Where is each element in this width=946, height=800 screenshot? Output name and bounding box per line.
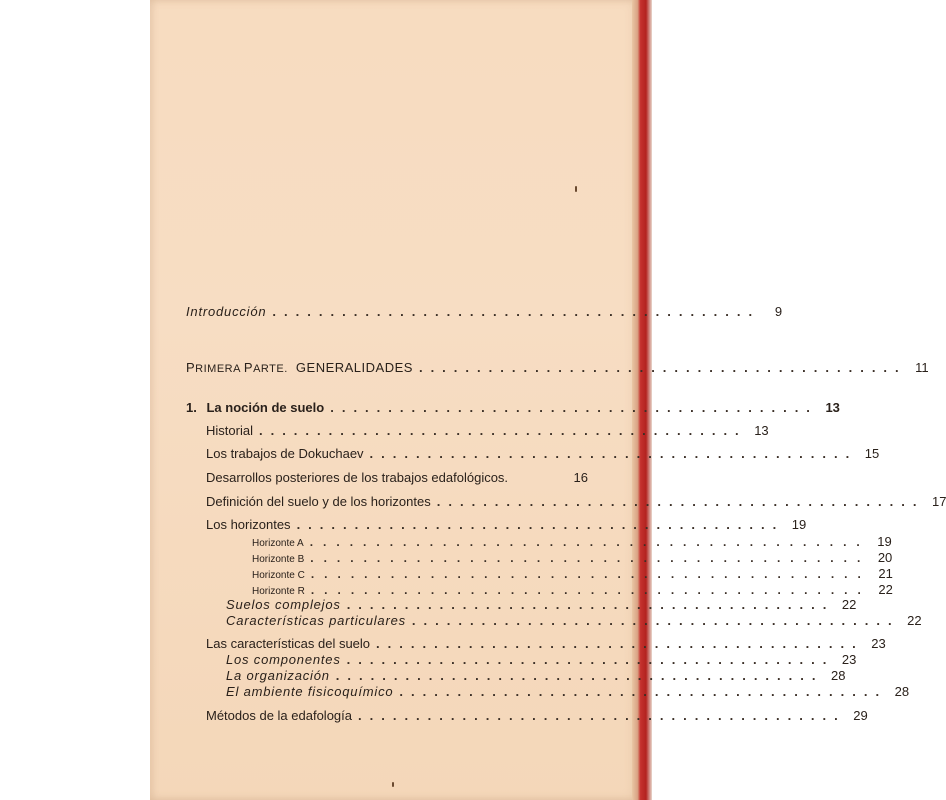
toc-entry-label: Historial	[206, 423, 253, 438]
toc-entry-horizon[interactable]	[252, 582, 893, 597]
toc-entry[interactable]	[206, 517, 807, 532]
toc-entry[interactable]	[206, 494, 946, 509]
paper-speck	[392, 782, 394, 787]
toc-page-number: 22	[907, 613, 922, 628]
leader-dots: ..........................................	[346, 652, 835, 667]
toc-page-number: 13	[754, 423, 769, 438]
toc-entry-horizon[interactable]	[252, 534, 892, 549]
toc-entry-label: Las características del suelo	[206, 636, 371, 651]
toc-entry-sub[interactable]	[226, 668, 846, 683]
toc-page-number: 21	[878, 566, 893, 581]
toc-entry[interactable]	[206, 636, 886, 651]
toc-entry-sub[interactable]	[226, 684, 910, 699]
toc-entry-label: Horizonte R	[252, 586, 305, 597]
leader-dots: ..........................................	[335, 668, 824, 683]
leader-dots: ..........................................	[369, 446, 858, 461]
toc-entry-label: Suelos complejos	[226, 597, 341, 612]
leader-dots: ..........................................	[436, 494, 925, 509]
toc-entry[interactable]	[206, 708, 868, 723]
toc-entry-label: Introducción	[186, 304, 267, 319]
toc-page-number: 15	[864, 446, 880, 461]
toc-page-number: 9	[774, 304, 783, 319]
toc-page-number: 19	[877, 534, 892, 549]
leader-dots: ..........................................	[296, 517, 785, 532]
toc-page-number: 20	[877, 550, 893, 565]
toc-page-number: 17	[931, 494, 946, 509]
toc-entry-intro[interactable]	[186, 304, 783, 319]
toc-entry-label: Los horizontes	[206, 517, 291, 532]
toc-page-number: 23	[871, 636, 886, 651]
toc-entry-label: Desarrollos posteriores de los trabajos edafológicos.	[206, 470, 509, 485]
leader-dots: ..........................................	[376, 636, 864, 651]
toc-page-number: 19	[791, 517, 807, 532]
toc-entry-label: PRIMERA PARTE. GENERALIDADES	[186, 360, 413, 375]
toc-page-number: 23	[841, 652, 857, 667]
toc-entry-label: El ambiente fisicoquímico	[226, 684, 394, 699]
toc-entry-label: Los trabajos de Dokuchaev	[206, 446, 364, 461]
toc-entry-sub[interactable]	[226, 613, 922, 628]
toc-page-number: 13	[825, 400, 840, 415]
toc-entry-label: 1. La noción de suelo	[186, 400, 325, 415]
leader-dots: ..........................................	[411, 613, 900, 628]
leader-dots: ..........................................	[358, 708, 846, 723]
leader-dots: ..........................................	[346, 597, 835, 612]
toc-entry-label: Características particulares	[226, 613, 406, 628]
toc-entry-sub[interactable]	[226, 652, 857, 667]
leader-dots: ..........................................	[310, 583, 871, 597]
toc-page-number: 16	[573, 470, 588, 485]
toc-page-number: 22	[878, 582, 893, 597]
leader-dots: ..........................................	[399, 684, 888, 699]
toc-entry-sub[interactable]	[226, 597, 857, 612]
toc-entry-label: Horizonte A	[252, 538, 304, 549]
leader-dots: ..........................................	[330, 400, 818, 415]
toc-page-number: 11	[915, 360, 929, 375]
toc-page-number: 28	[831, 668, 846, 683]
leader-dots: ..........................................	[310, 551, 871, 565]
toc-entry-part[interactable]	[186, 360, 929, 375]
toc-entry[interactable]	[206, 446, 880, 461]
leader-dots: ..........................................	[310, 567, 871, 581]
toc-entry-label: Métodos de la edafología	[206, 708, 352, 723]
paper-speck	[575, 186, 577, 192]
toc-entry-label: La organización	[226, 668, 330, 683]
leader-dots: ..........................................	[258, 423, 747, 438]
leader-dots: ..........................................	[309, 535, 870, 549]
toc-entry-horizon[interactable]	[252, 550, 893, 565]
toc-page-number: 28	[894, 684, 910, 699]
toc-entry-chapter[interactable]	[186, 400, 840, 415]
toc-page-number: 29	[853, 708, 868, 723]
toc-entry[interactable]	[206, 470, 588, 485]
toc-entry-label: Horizonte C	[252, 570, 305, 581]
leader-dots: ..........................................	[272, 304, 761, 319]
toc-entry-label: Los componentes	[226, 652, 341, 667]
leader-dots: ..........................................	[418, 360, 907, 375]
toc-page-number: 22	[841, 597, 857, 612]
toc-entry[interactable]	[206, 423, 769, 438]
toc-entry-horizon[interactable]	[252, 566, 893, 581]
toc-entry-label: Horizonte B	[252, 554, 305, 565]
toc-entry-label: Definición del suelo y de los horizontes	[206, 494, 431, 509]
